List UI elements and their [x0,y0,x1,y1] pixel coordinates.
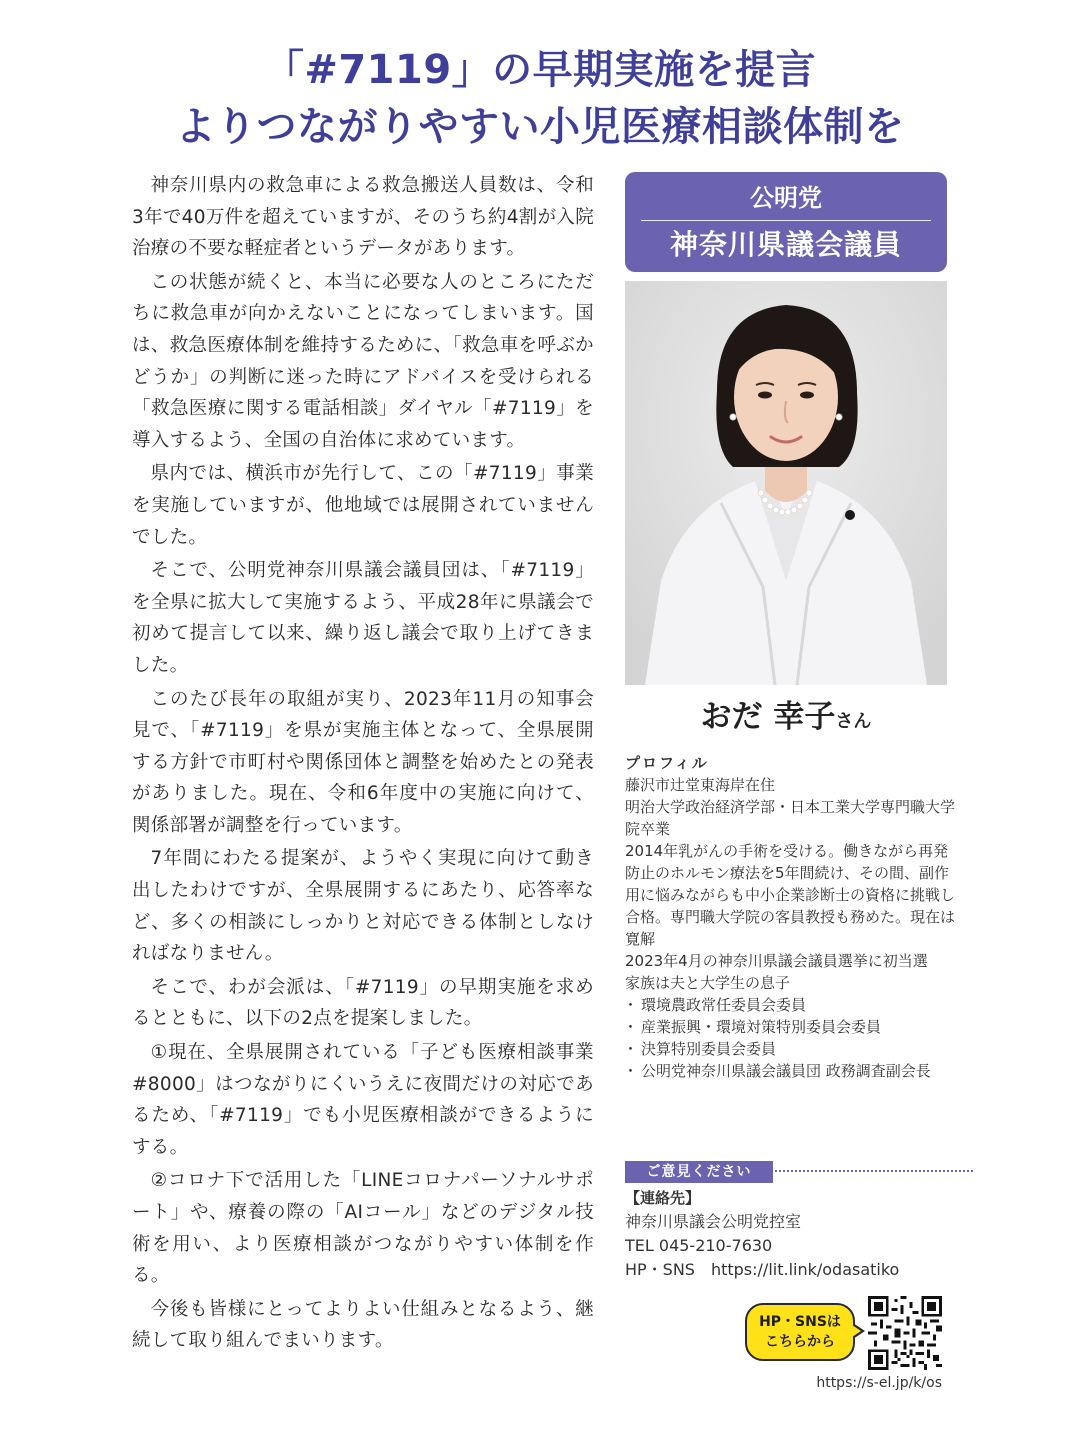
article-paragraph: 今後も皆様にとってよりよい仕組みとなるよう、継続して取り組んでまいります。 [132,1298,594,1352]
profile-line: 2023年4月の神奈川県議会議員選挙に初当選 [625,952,928,970]
contact-block [625,1186,955,1282]
article-paragraph: そこで、公明党神奈川県議会議員団は、「#7119」を全県に拡大して実施するよう、平成28年に県議会で初めて提言して以来、繰り返し議会で取り上げてきました。 [132,560,594,676]
article-paragraph: ①現在、全県展開されている「子ども医療相談事業#8000」はつながりにくいうえに夜間だけの対応であるため、「#7119」でも小児医療相談ができるようにする。 [132,1042,594,1158]
committee-item: ・ 決算特別委員会委員 [625,1038,955,1060]
bubble-line-1: HP・SNSは [759,1314,841,1330]
opinion-tab: ご意見ください [625,1161,773,1183]
role-title: 神奈川県議会議員 [669,228,902,261]
article-paragraph: 県内では、横浜市が先行して、この「#7119」事業を実施していますが、他地域では展開されていませんでした。 [132,463,594,548]
article-paragraph: ②コロナ下で活用した「LINEコロナパーソナルサポート」や、療養の際の「AIコール」などのデジタル技術を用い、より医療相談がつながりやすい体制を作る。 [132,1170,594,1287]
title-box [625,172,947,272]
name-honorific: さん [835,711,872,732]
article-paragraph: 7年間にわたる提案が、ようやく実現に向けて動き出したわけですが、全県展開するにあたり、応答率など、多くの相談にしっかりと対応できる体制としなければなりません。 [132,848,594,965]
portrait-photo [625,281,947,685]
qr-url-text: https://s-el.jp/k/os [816,1375,942,1391]
bubble-line-2: こちらから [765,1334,835,1350]
article-paragraph: この状態が続くと、本当に必要な人のところにただちに救急車が向かえないことになってしまいます。国は、救急医療体制を維持するために、「救急車を呼ぶかどうか」の判断に迷った時にアドバイスを受けられる「救急医療に関する電話相談」ダイヤル「#7119」を導入するよう、全国の自治体に求めています。 [132,271,594,451]
contact-web-link[interactable]: HP・SNS https://lit.link/odasatiko [625,1260,900,1279]
qr-code-icon[interactable] [868,1296,942,1370]
committee-item: ・ 公明党神奈川県議会議員団 政務調査副会長 [625,1060,955,1082]
profile-section [625,752,955,1082]
headline-line-2: よりつながりやすい小児医療相談体制を [175,104,905,150]
candidate-name [625,695,947,739]
headline [40,42,1040,156]
sns-callout-bubble [745,1303,855,1361]
profile-line: 明治大学政治経済学部・日本工業大学専門職大学院卒業 [625,798,956,838]
contact-office: 神奈川県議会公明党控室 [625,1212,802,1231]
article-paragraph: 神奈川県内の救急車による救急搬送人員数は、令和3年で40万件を超えていますが、そのうち約4割が入院治療の不要な軽症者というデータがあります。 [132,175,594,260]
committee-item: ・ 産業振興・環境対策特別委員会委員 [625,1016,955,1038]
opinion-header [625,1161,973,1183]
contact-label: 【連絡先】 [625,1189,701,1207]
name-text: おだ 幸子 [700,699,836,735]
committee-list [625,994,955,1082]
article-paragraph: このたび長年の取組が実り、2023年11月の知事会見で、「#7119」を県が実施主体となって、全県展開する方針で市町村や関係団体と調整を始めたとの発表がありました。現在、令和6年度中の実施に向けて、関係部署が調整を行っています。 [132,688,594,836]
profile-line: 2014年乳がんの手術を受ける。働きながら再発防止のホルモン療法を5年間続け、その間、副作用に悩みながらも中小企業診断士の資格に挑戦し合格。専門職大学院の客員教授も務めた。現在は寛解 [625,842,956,948]
profile-line: 家族は夫と大学生の息子 [625,974,791,992]
article-body [132,170,594,1359]
title-divider [641,220,931,221]
article-paragraph: そこで、わが会派は、「#7119」の早期実施を求めるとともに、以下の2点を提案しました。 [132,976,594,1030]
committee-item: ・ 環境農政常任委員会委員 [625,994,955,1016]
contact-tel: TEL 045-210-7630 [625,1236,773,1255]
profile-heading: プロフィル [625,754,709,772]
party-name: 公明党 [750,184,822,212]
profile-line: 藤沢市辻堂東海岸在住 [625,776,776,794]
portrait-illustration [625,281,947,685]
dotted-rule [775,1170,973,1172]
headline-line-1: 「#7119」の早期実施を提言 [263,47,817,93]
